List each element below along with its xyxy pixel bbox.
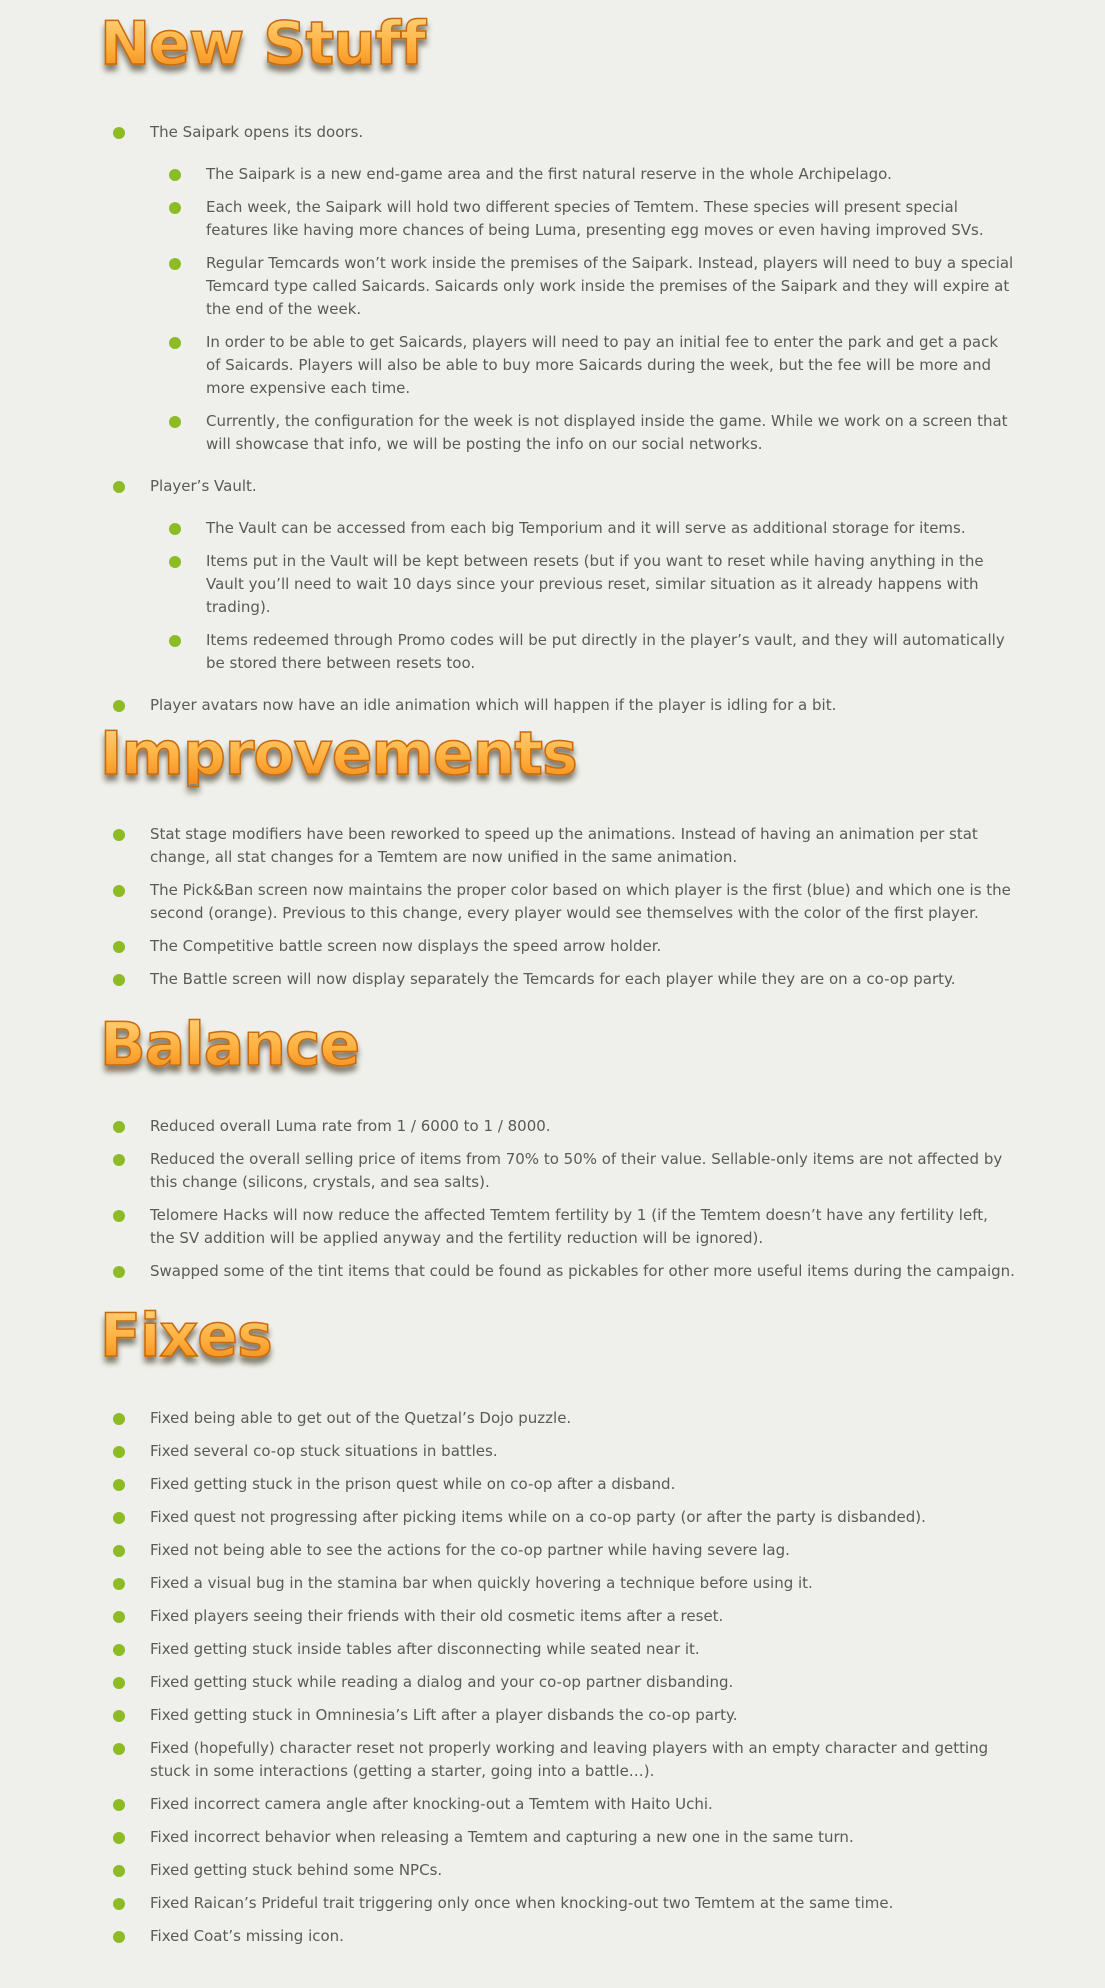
list-new-stuff <box>0 121 1105 727</box>
list-item: Fixed a visual bug in the stamina bar when quickly hovering a technique before using it. <box>0 1572 1105 1595</box>
list-balance <box>0 1115 1105 1293</box>
heading-new-stuff: New Stuff <box>100 9 426 79</box>
list-item: The Competitive battle screen now displays the speed arrow holder. <box>0 935 1105 958</box>
list-item: Player’s Vault. <box>0 475 1105 498</box>
list-item: Fixed incorrect behavior when releasing a Temtem and capturing a new one in the same turn. <box>0 1826 1105 1849</box>
list-item: Regular Temcards won’t work inside the premises of the Saipark. Instead, players will need to buy a special Temcard type called Saicards. Saicards only work inside the premises of the Saipark and they will expire at the end of the week. <box>0 252 1105 321</box>
list-item: Items put in the Vault will be kept between resets (but if you want to reset while having anything in the Vault you’ll need to wait 10 days since your previous reset, similar situation as it already happens with trading). <box>0 550 1105 619</box>
list-item: Fixed incorrect camera angle after knocking-out a Temtem with Haito Uchi. <box>0 1793 1105 1816</box>
list-item: Fixed Raican’s Prideful trait triggering only once when knocking-out two Temtem at the same time. <box>0 1892 1105 1915</box>
list-item: Reduced overall Luma rate from 1 / 6000 to 1 / 8000. <box>0 1115 1105 1138</box>
list-item: Fixed getting stuck behind some NPCs. <box>0 1859 1105 1882</box>
list-item: Fixed getting stuck while reading a dialog and your co-op partner disbanding. <box>0 1671 1105 1694</box>
list-item: Reduced the overall selling price of items from 70% to 50% of their value. Sellable-only items are not affected by this change (silicons, crystals, and sea salts). <box>0 1148 1105 1194</box>
list-item: In order to be able to get Saicards, players will need to pay an initial fee to enter the park and get a pack of Saicards. Players will also be able to buy more Saicards during the week, but the fee will be more and more expensive each time. <box>0 331 1105 400</box>
list-item: Fixed players seeing their friends with their old cosmetic items after a reset. <box>0 1605 1105 1628</box>
list-item: Fixed being able to get out of the Quetzal’s Dojo puzzle. <box>0 1407 1105 1430</box>
list-item: Fixed getting stuck in Omninesia’s Lift after a player disbands the co-op party. <box>0 1704 1105 1727</box>
list-item: Fixed getting stuck in the prison quest while on co-op after a disband. <box>0 1473 1105 1496</box>
list-item: Swapped some of the tint items that could be found as pickables for other more useful items during the campaign. <box>0 1260 1105 1283</box>
list-item: The Pick&Ban screen now maintains the proper color based on which player is the first (blue) and which one is the second (orange). Previous to this change, every player would see themselves with the color of the first player. <box>0 879 1105 925</box>
list-item: Stat stage modifiers have been reworked to speed up the animations. Instead of having an animation per stat change, all stat changes for a Temtem are now unified in the same animation. <box>0 823 1105 869</box>
list-item: Fixed getting stuck inside tables after disconnecting while seated near it. <box>0 1638 1105 1661</box>
list-item: The Battle screen will now display separately the Temcards for each player while they are on a co-op party. <box>0 968 1105 991</box>
list-item: The Saipark opens its doors. <box>0 121 1105 144</box>
list-item: Player avatars now have an idle animation which will happen if the player is idling for a bit. <box>0 694 1105 717</box>
list-item: Each week, the Saipark will hold two different species of Temtem. These species will present special features like having more chances of being Luma, presenting egg moves or even having improved SVs. <box>0 196 1105 242</box>
list-item: The Saipark is a new end-game area and the first natural reserve in the whole Archipelago. <box>0 163 1105 186</box>
list-improvements <box>0 823 1105 1001</box>
list-item: Fixed Coat’s missing icon. <box>0 1925 1105 1948</box>
list-item: The Vault can be accessed from each big Temporium and it will serve as additional storage for items. <box>0 517 1105 540</box>
list-item: Fixed (hopefully) character reset not properly working and leaving players with an empty character and getting stuck in some interactions (getting a starter, going into a battle…). <box>0 1737 1105 1783</box>
list-item: Fixed not being able to see the actions for the co-op partner while having severe lag. <box>0 1539 1105 1562</box>
list-item: Items redeemed through Promo codes will be put directly in the player’s vault, and they will automatically be stored there between resets too. <box>0 629 1105 675</box>
list-fixes <box>0 1407 1105 1958</box>
list-item: Fixed several co-op stuck situations in battles. <box>0 1440 1105 1463</box>
heading-improvements: Improvements <box>100 719 577 789</box>
list-item: Fixed quest not progressing after picking items while on a co-op party (or after the party is disbanded). <box>0 1506 1105 1529</box>
heading-balance: Balance <box>100 1010 360 1080</box>
heading-fixes: Fixes <box>100 1301 272 1371</box>
list-item: Currently, the configuration for the week is not displayed inside the game. While we work on a screen that will showcase that info, we will be posting the info on our social networks. <box>0 410 1105 456</box>
list-item: Telomere Hacks will now reduce the affected Temtem fertility by 1 (if the Temtem doesn’t have any fertility left, the SV addition will be applied anyway and the fertility reduction will be ignored). <box>0 1204 1105 1250</box>
